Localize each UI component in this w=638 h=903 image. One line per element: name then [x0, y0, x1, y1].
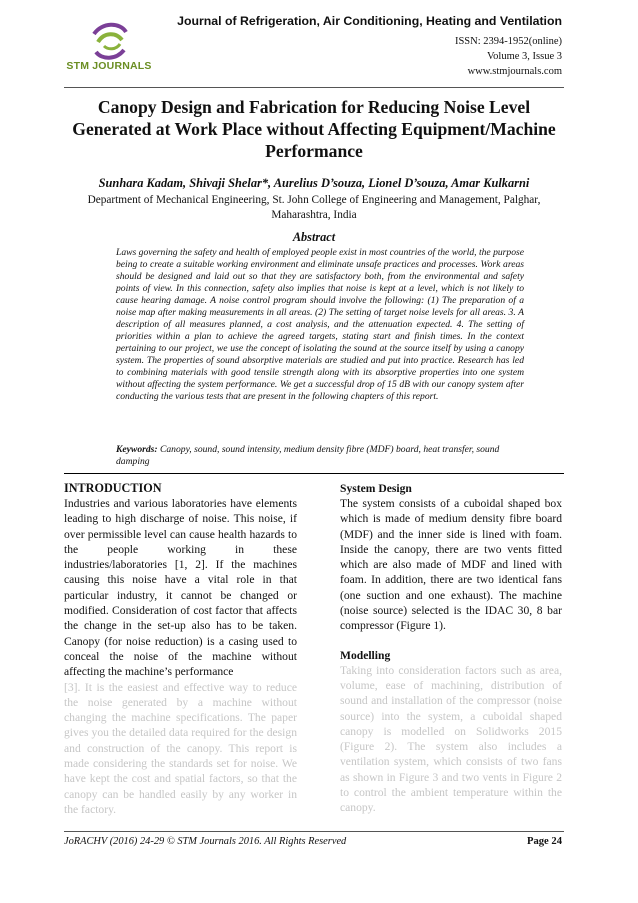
section-divider — [64, 473, 564, 474]
abstract-text: Laws governing the safety and health of employed people exist in most countries of the world, the purpose being to create a suitable working environment and eliminate unsafe practices and processes. Work areas should be designed and laid out so that they are satisfactory both, from the environmental and safety points of view. In this connection, safety also implies that noise is kept at a level, which is not likely to cause hearing damage. A noise control program should involve the following: (1) The preparation of a noise map after making measurements in all areas. (2) The setting of target noise levels for all areas. 3. A description of all measures planned, a cost analysis, and the attenuation expected. 4. The setting of priorities within a plan to achieve the agreed targets, stating start and finish times. In the context pertaining to our project, we use the concept of isolating the sound at the source itself by using a canopy system. The properties of sound absorptive materials are studied and put into practice. Research has led to combining materials with good tensile strength along with its absorptive properties into one system without affecting the system performance. We get a successful drop of 15 dB with our canopy system after conducting the various tests that are present in the following chapters of this report. — [116, 247, 524, 402]
system-design-heading: System Design — [340, 482, 412, 495]
issn: ISSN: 2394-1952(online) — [454, 36, 562, 47]
system-design-text: The system consists of a cuboidal shaped box which is made of medium density fibre board (MDF) and the inner side is lined with foam. Inside the canopy, there are two vents fitted which are also made of MDF and lined with foam. In addition, there are two identical fans (one suction and one exhaust). The machine (noise source) selected is the IDAC 30, 8 bar compressor (Figure 1). — [340, 497, 562, 633]
stm-journals-logo-icon — [64, 20, 154, 82]
paper-title: Canopy Design and Fabrication for Reducing Noise Level Generated at Work Place without Affecting Equipment/Machine Performance — [72, 97, 556, 161]
introduction-heading: INTRODUCTION — [64, 481, 162, 495]
volume-issue: Volume 3, Issue 3 — [486, 51, 562, 62]
modelling-heading: Modelling — [340, 648, 391, 662]
page-number: Page 24 — [526, 836, 562, 847]
keywords-text: Canopy, sound, sound intensity, medium density fibre (MDF) board, heat transfer, sound damping — [116, 444, 500, 467]
author-list: Sunhara Kadam, Shivaji Shelar*, Aurelius D’souza, Lionel D’souza, Amar Kulkarni — [98, 176, 530, 190]
journal-header — [64, 14, 562, 84]
journal-title: Journal of Refrigeration, Air Conditioning, Heating and Ventilation — [177, 14, 562, 28]
spacer — [340, 634, 562, 648]
abstract-heading: Abstract — [292, 230, 336, 244]
introduction-text: Industries and various laboratories have elements leading to high discharge of noise. This noise, if over permissible level can cause health hazards to the people working in these industries/laboratories [1, 2]. If the machines causing this noise have a vital role in that particular industry, it cannot be changed or modified. Consideration of cost factor that affects the change in the set-up also has to be taken. Canopy (for noise reduction) is a casing used to conceal the noise of the machine without affecting the machine’s performance — [64, 497, 297, 679]
modelling-faded-text: Taking into consideration factors such as area, volume, ease of machining, distribution of sound and installation of the compressor (noise source) into the system, a cuboidal shaped canopy is modelled on Solidworks 2015 (Figure 2). The system also includes a ventilation system, which consists of two fans as shown in Figure 3 and two vents in Figure 2 to control the ambient temperature within the canopy. — [340, 663, 562, 815]
keywords-label: Keywords: — [116, 444, 158, 455]
keywords — [116, 444, 524, 468]
left-column — [64, 481, 297, 817]
journal-url: www.stmjournals.com — [467, 66, 562, 77]
right-column — [340, 481, 562, 816]
logo-text: STM JOURNALS — [66, 60, 152, 72]
affiliation: Department of Mechanical Engineering, St. John College of Engineering and Management, Palghar, Maharashtra, India — [87, 194, 541, 221]
header-divider — [64, 87, 564, 88]
footer-citation: JoRACHV (2016) 24-29 © STM Journals 2016. All Rights Reserved — [64, 836, 347, 847]
footer-divider — [64, 831, 564, 832]
introduction-faded-text: [3]. It is the easiest and effective way to reduce the noise generated by a machine without changing the machine specifications. The paper gives you the detailed data required for the design and construction of the canopy. This report is made considering the standards set for noise. We have kept the cost and spatial factors, so that the canopy can be handled easily by any worker in the factory. — [64, 680, 297, 816]
